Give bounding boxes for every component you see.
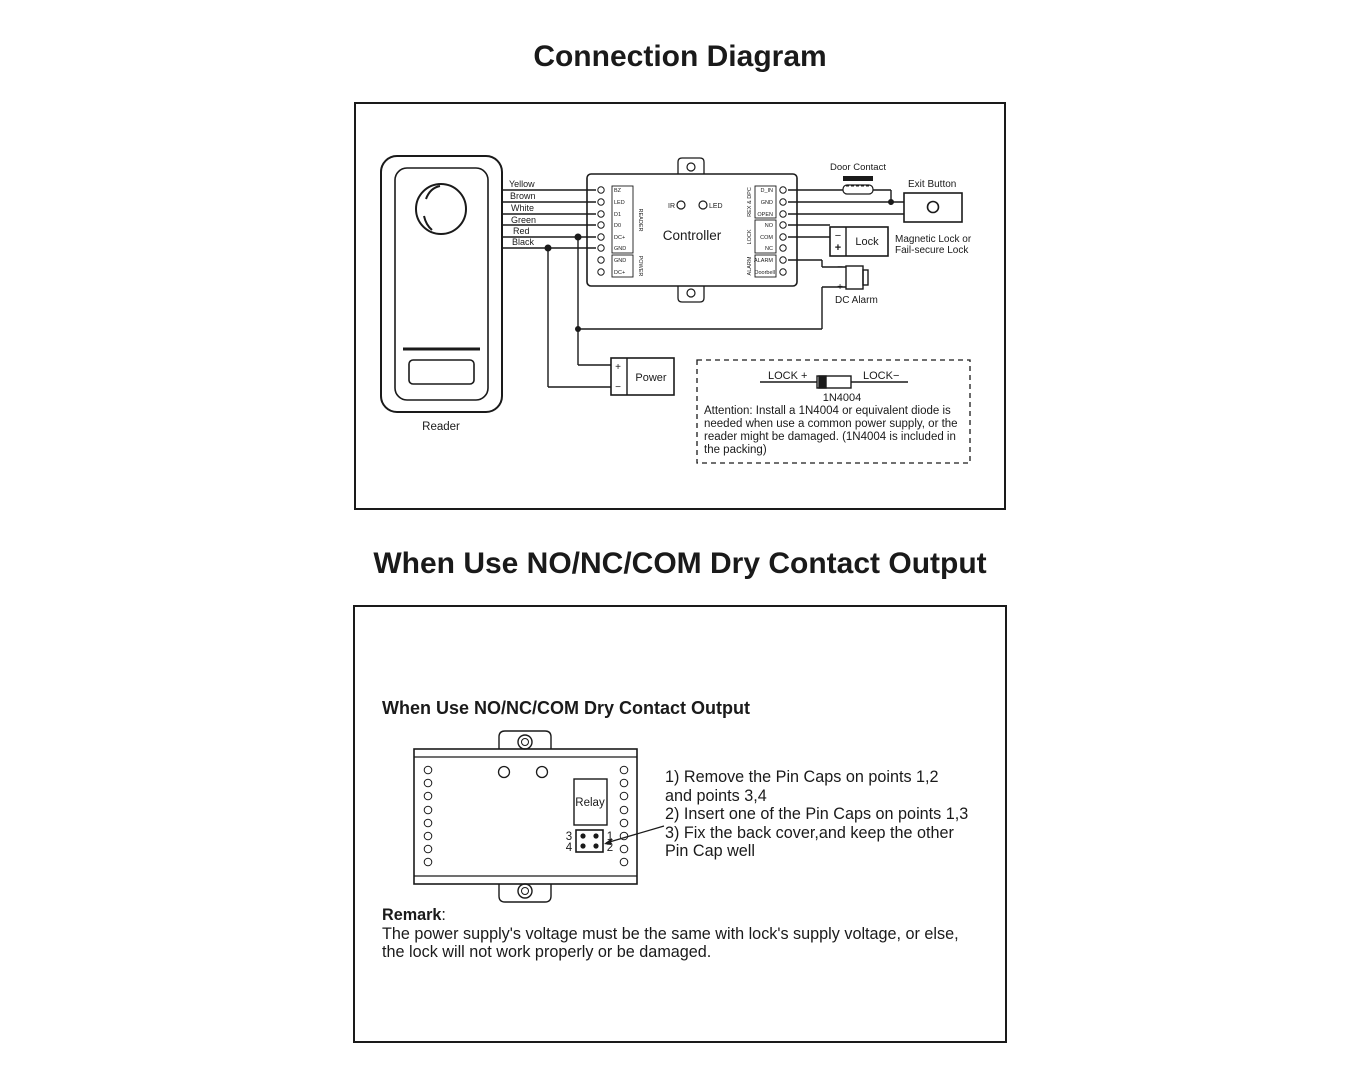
controller-board (414, 731, 637, 902)
wire-label: Green (511, 215, 537, 225)
exit-button-icon (904, 193, 962, 222)
power-label: Power (635, 372, 667, 384)
pin-label: GND (760, 200, 773, 206)
terminal-group-label: POWER (637, 255, 643, 277)
wire-label: Red (513, 226, 530, 236)
dry-contact-title: When Use NO/NC/COM Dry Contact Output (373, 547, 987, 580)
power-plus-label: + (615, 362, 621, 373)
door-contact-icon (843, 176, 873, 194)
power-minus-label: − (615, 382, 621, 393)
ir-label: IR (668, 203, 675, 210)
step-line: and points 3,4 (665, 786, 767, 805)
exit-button-label: Exit Button (908, 179, 957, 190)
wire-label: Yellow (509, 179, 535, 189)
lock-description: Magnetic Lock or (895, 234, 972, 245)
dry-contact-steps (665, 768, 968, 861)
board-terminals (424, 766, 628, 866)
led-label: LED (709, 203, 723, 210)
lock-description: Fail-secure Lock (895, 245, 969, 256)
pointer-line (606, 826, 664, 843)
diode-attention-note: Attention: Install a 1N4004 or equivalent diode is needed when use a common power supply, or the reader might be damaged. (1N4004 is included in the packing) (704, 405, 958, 456)
pin-label: DC+ (614, 235, 626, 241)
pin-number-label: 4 (565, 842, 573, 854)
connection-diagram-title: Connection Diagram (533, 40, 827, 73)
terminal-group-label: LOCK (747, 229, 753, 245)
wire-label: Black (512, 237, 535, 247)
pin-label: Doorbell (754, 270, 775, 276)
reader-device (381, 156, 502, 412)
pin-label: GND (614, 246, 627, 252)
wire-label: Brown (510, 191, 536, 201)
alarm-icon (846, 266, 868, 289)
pin-label: GND (614, 258, 627, 264)
step-line: 3) Fix the back cover,and keep the other (665, 823, 954, 842)
pin-label: D_IN (760, 188, 773, 194)
alarm-label: DC Alarm (835, 295, 878, 306)
alarm-plus-label: + (837, 282, 843, 293)
wire-label: White (511, 203, 535, 213)
controller-label: Controller (662, 228, 722, 243)
alarm-minus-label: − (837, 262, 843, 273)
pin-number-label: 1 (606, 831, 614, 843)
pin-number-label: 3 (565, 831, 573, 843)
diode-model-label: 1N4004 (822, 392, 862, 404)
pin-label: NC (765, 246, 773, 252)
remark-label: Remark (382, 906, 442, 924)
pin-label: OPEN (757, 212, 773, 218)
lock-label: Lock (855, 236, 879, 248)
lock-minus-label: − (834, 230, 842, 242)
pin-label: COM (760, 235, 773, 241)
remark-note (382, 906, 982, 962)
terminal-group-label: READER (637, 208, 643, 232)
pin-label: DC+ (614, 270, 626, 276)
door-contact-label: Door Contact (830, 162, 886, 173)
reader-label: Reader (422, 421, 460, 433)
pin-label: D0 (614, 223, 622, 229)
dry-contact-heading: When Use NO/NC/COM Dry Contact Output (382, 698, 750, 718)
pin-label: ALARM (754, 258, 773, 264)
step-line: Pin Cap well (665, 842, 755, 860)
jumper-pins (580, 833, 598, 848)
lock-plus-label: + (834, 242, 842, 254)
pin-label: BZ (614, 188, 622, 194)
terminal-group-label: ALARM (747, 256, 753, 276)
lock-plus-diode-label: LOCK + (768, 370, 808, 382)
step-line: 2) Insert one of the Pin Caps on points 1,3 (665, 805, 969, 823)
wire-junction (888, 199, 894, 205)
pin-label: LED (614, 200, 625, 206)
pin-label: NO (764, 223, 773, 229)
output-wires (788, 190, 904, 329)
lock-minus-diode-label: LOCK− (863, 370, 900, 382)
pin-label: D1 (614, 212, 622, 218)
terminal-group-label: REX & DPC (747, 187, 753, 217)
pin-number-label: 2 (606, 842, 614, 854)
remark-text: : The power supply's voltage must be the same with lock's supply voltage, or else, the lock will not work properly or be damaged. (382, 906, 959, 961)
relay-label: Relay (575, 797, 605, 809)
step-line: 1) Remove the Pin Caps on points 1,2 (665, 768, 939, 786)
